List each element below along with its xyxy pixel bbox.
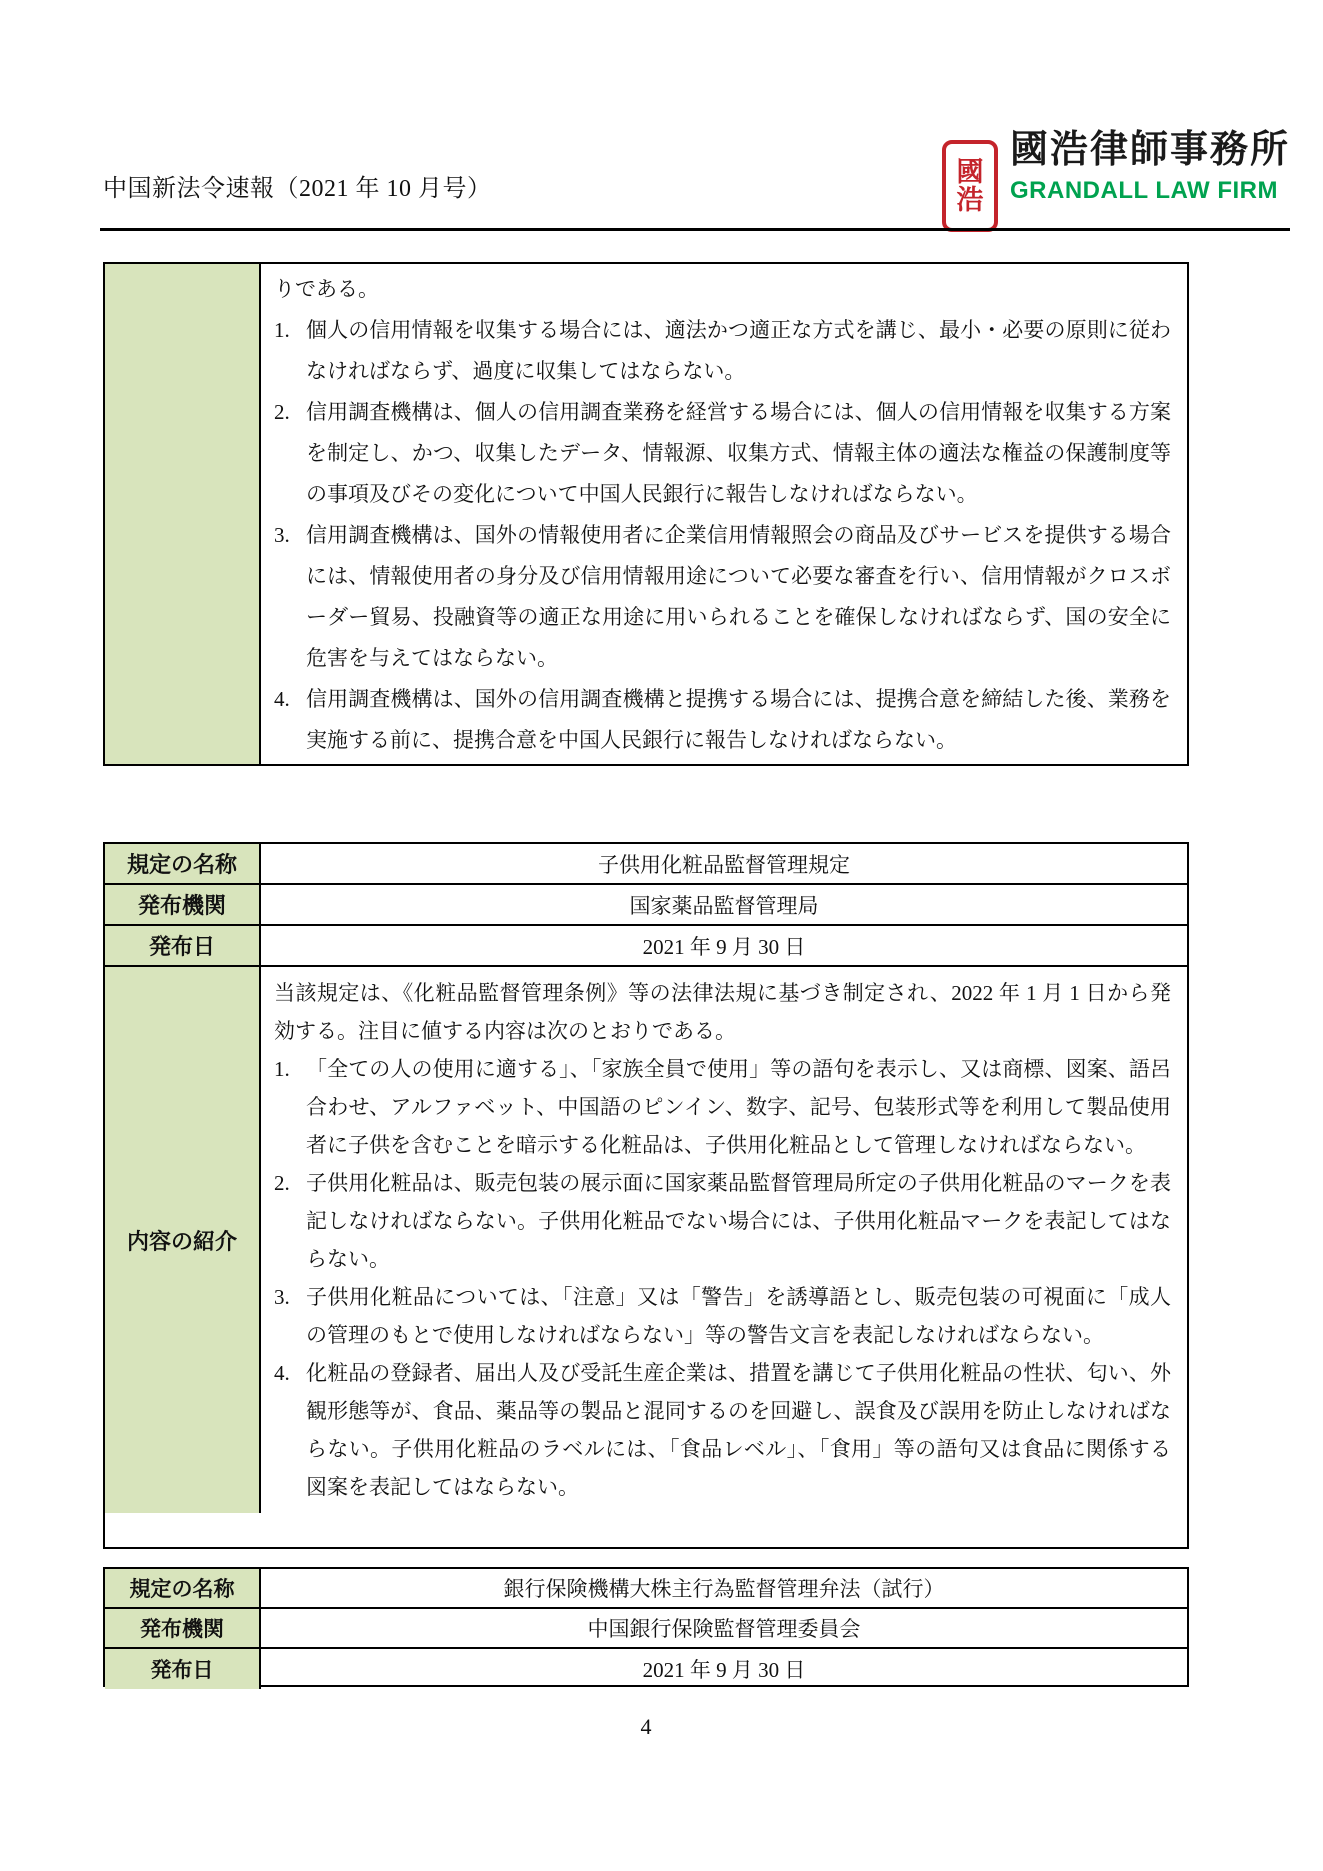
list-item-text: 信用調査機構は、個人の信用調査業務を経営する場合には、個人の信用情報を収集する方案を制定し、かつ、収集したデータ、情報源、収集方式、情報主体の適法な権益の保護制度等の事項及びその変化について中国人民銀行に報告しなければならない。 <box>306 400 1171 506</box>
row-label-content-intro: 内容の紹介 <box>105 967 261 1513</box>
row-value-issue-date: 2021 年 9 月 30 日 <box>642 934 806 959</box>
firm-name-cjk: 國浩律師事務所 <box>1009 129 1290 171</box>
list-item <box>274 1050 1171 1164</box>
table-row <box>105 844 1187 885</box>
row-label-regulation-name: 規定の名称 <box>105 1569 261 1607</box>
list-item-text: 「全ての人の使用に適する」、「家族全員で使用」等の語句を表示し、又は商標、図案、語呂合わせ、アルファベット、中国語のピンイン、数字、記号、包装形式等を利用して製品使用者に子供を含むことを暗示する化粧品は、子供用化粧品として管理しなければならない。 <box>306 1057 1171 1157</box>
list-item <box>274 1164 1171 1278</box>
table-row <box>105 885 1187 926</box>
list-item-number: 3. <box>274 1285 290 1309</box>
table-row <box>105 926 1187 967</box>
list-item-number: 4. <box>274 687 290 711</box>
continuation-label-cell-empty <box>105 264 261 764</box>
page-number: 4 <box>640 1714 652 1739</box>
list-item-text: 化粧品の登録者、届出人及び受託生産企業は、措置を講じて子供用化粧品の性状、匂い、外観形態等が、食品、薬品等の製品と混同するのを回避し、誤食及び誤用を防止しなければならない。子供用化粧品のラベルには、「食品レベル」、「食用」等の語句又は食品に関係する図案を表記してはならない。 <box>306 1361 1171 1499</box>
list-item-number: 4. <box>274 1361 290 1385</box>
table-row-content <box>105 967 1187 1513</box>
continuation-table <box>103 262 1189 766</box>
firm-logo <box>942 118 1290 232</box>
row-value-issuing-body: 中国銀行保険監督管理委員会 <box>587 1617 861 1641</box>
continuation-intro-text: りである。 <box>274 277 379 301</box>
list-item-number: 1. <box>274 1057 290 1081</box>
row-label-issuing-body: 発布機関 <box>105 1609 261 1647</box>
list-item-text: 個人の信用情報を収集する場合には、適法かつ適正な方式を講じ、最小・必要の原則に従わなければならず、過度に収集してはならない。 <box>306 318 1171 383</box>
list-item-number: 2. <box>274 1171 290 1195</box>
regulation-table-banking <box>103 1567 1189 1687</box>
table-row <box>105 1649 1187 1689</box>
list-item-text: 子供用化粧品については、「注意」又は「警告」を誘導語とし、販売包装の可視面に「成人の管理のもとで使用しなければならない」等の警告文言を表記しなければならない。 <box>306 1285 1171 1347</box>
seal-char-bottom: 浩 <box>956 185 984 215</box>
newsletter-title: 中国新法令速報（2021 年 10 月号） <box>103 176 492 202</box>
list-item-text: 子供用化粧品は、販売包装の展示面に国家薬品監督管理局所定の子供用化粧品のマークを表記しなければならない。子供用化粧品でない場合には、子供用化粧品マークを表記してはならない。 <box>306 1171 1171 1271</box>
list-item <box>274 310 1171 392</box>
seal-char-top: 國 <box>956 156 984 187</box>
firm-logo-text <box>1010 118 1290 205</box>
list-item <box>274 392 1171 515</box>
table-row <box>105 1569 1187 1609</box>
list-item <box>274 1354 1171 1506</box>
list-item-text: 信用調査機構は、国外の情報使用者に企業信用情報照会の商品及びサービスを提供する場合には、情報使用者の身分及び信用情報用途について必要な審査を行い、信用情報がクロスボーダー貿易、投融資等の適正な用途に用いられることを確保しなければならず、国の安全に危害を与えてはならない。 <box>306 523 1171 670</box>
list-item-text: 信用調査機構は、国外の信用調査機構と提携する場合には、提携合意を締結した後、業務を実施する前に、提携合意を中国人民銀行に報告しなければならない。 <box>306 687 1171 752</box>
list-item <box>274 1278 1171 1354</box>
row-value-regulation-name: 銀行保険機構大株主行為監督管理弁法（試行） <box>503 1577 945 1601</box>
row-label-issue-date: 発布日 <box>105 1649 261 1689</box>
row-value-issuing-body: 国家薬品監督管理局 <box>629 893 819 918</box>
list-item-number: 1. <box>274 318 290 342</box>
table-row <box>105 1609 1187 1649</box>
row-value-issue-date: 2021 年 9 月 30 日 <box>642 1658 806 1682</box>
row-label-issue-date: 発布日 <box>105 926 261 965</box>
list-item-number: 3. <box>274 523 290 547</box>
list-item-number: 2. <box>274 400 290 424</box>
list-item <box>274 679 1171 761</box>
continuation-content-cell <box>261 264 1187 764</box>
firm-seal-icon <box>942 140 998 232</box>
header-divider <box>100 228 1290 231</box>
content-cell <box>261 967 1187 1513</box>
row-label-regulation-name: 規定の名称 <box>105 844 261 883</box>
row-value-regulation-name: 子供用化粧品監督管理規定 <box>598 852 850 877</box>
row-label-issuing-body: 発布機関 <box>105 885 261 924</box>
content-intro-text: 当該規定は、《化粧品監督管理条例》等の法律法規に基づき制定され、2022 年 1 月 1 日から発効する。注目に値する内容は次のとおりである。 <box>274 981 1171 1043</box>
firm-name-en: GRANDALL LAW FIRM <box>1009 177 1279 204</box>
list-item <box>274 515 1171 679</box>
regulation-table-cosmetics <box>103 842 1189 1549</box>
